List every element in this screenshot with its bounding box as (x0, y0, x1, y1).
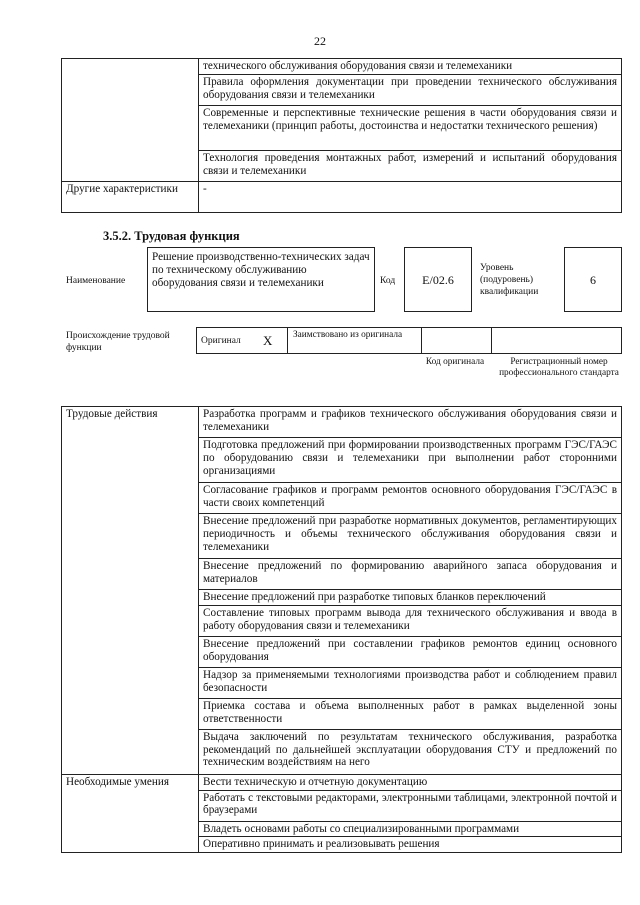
action-item: Внесение предложений при разработке типовых бланков переключений (199, 590, 622, 606)
level-value-box (564, 247, 622, 312)
page-number: 22 (314, 34, 326, 48)
action-item: Согласование графиков и программ ремонтов основного оборудования ГЭС/ГАЭС в части своих компетенций (199, 483, 622, 514)
level-value: 6 (590, 273, 596, 287)
action-item: Выдача заключений по результатам технического обслуживания, разработка рекомендаций по дальнейшей эксплуатации оборудования СТУ и предложений по техническим воздействиям на него (199, 729, 622, 774)
borrowed-label: Заимствовано из оригинала (293, 330, 403, 340)
action-item: Внесение предложений по формированию аварийного запаса оборудования и материалов (199, 559, 622, 590)
knowledge-row: технического обслуживания оборудования связи и телемеханики (199, 59, 622, 75)
action-item: Внесение предложений при разработке нормативных документов, регламентирующих периодичность и объемы технического обслуживания оборудования связи и телемеханики (199, 514, 622, 559)
knowledge-label-cell (62, 59, 199, 182)
origin-divider (421, 328, 422, 353)
action-item: Приемка состава и объема выполненных работ в рамках выделенной зоны ответственности (199, 698, 622, 729)
action-item: Надзор за применяемыми технологиями производства работ и соблюдением правил безопасности (199, 667, 622, 698)
origin-divider (491, 328, 492, 353)
actions-label: Трудовые действия (62, 407, 199, 775)
skill-item: Владеть основами работы со специализированными программами (199, 821, 622, 837)
skill-item: Вести техническую и отчетную документацию (199, 774, 622, 790)
reg-caption: Регистрационный номер профессионального стандарта (499, 357, 619, 378)
action-item: Внесение предложений при составлении графиков ремонтов единиц основного оборудования (199, 636, 622, 667)
origin-divider (287, 328, 288, 353)
skills-label: Необходимые умения (62, 774, 199, 852)
code-value: E/02.6 (422, 273, 454, 287)
code-caption: Код оригинала (425, 357, 485, 367)
original-mark: X (263, 333, 273, 348)
code-value-box (404, 247, 472, 312)
other-characteristics-value: - (199, 181, 622, 212)
function-name-box (147, 247, 375, 312)
other-characteristics-label: Другие характеристики (62, 181, 199, 212)
action-item: Подготовка предложений при формировании производственных программ ГЭС/ГАЭС по оборудованию связи и телемеханики при выполнении работ сторонними организациями (199, 438, 622, 483)
skill-item: Работать с текстовыми редакторами, электронными таблицами, электронной почтой и браузерами (199, 790, 622, 821)
level-label: Уровень (подуровень) квалификации (480, 263, 539, 297)
code-label: Код (380, 276, 396, 286)
knowledge-table (61, 58, 622, 213)
section-title: 3.5.2. Трудовая функция (103, 229, 240, 243)
origin-label: Происхождение трудовой функции (66, 331, 170, 353)
action-item: Составление типовых программ вывода для технического обслуживания и ввода в работу оборудования связи и телемеханики (199, 605, 622, 636)
function-name-value: Решение производственно-технических задач по техническому обслуживанию оборудования связи и телемеханики (152, 251, 370, 289)
name-label: Наименование (66, 276, 126, 286)
original-label: Оригинал (201, 336, 241, 346)
origin-row (196, 327, 622, 354)
knowledge-row: Современные и перспективные технические решения в части оборудования связи и телемеханики (принцип работы, достоинства и недостатки технического решения) (199, 105, 622, 150)
actions-table (61, 406, 622, 853)
knowledge-row: Технология проведения монтажных работ, измерений и испытаний оборудования связи и телемеханики (199, 150, 622, 181)
skill-item: Оперативно принимать и реализовывать решения (199, 837, 622, 853)
knowledge-row: Правила оформления документации при проведении технического обслуживания оборудования связи и телемеханики (199, 74, 622, 105)
action-item: Разработка программ и графиков технического обслуживания оборудования связи и телемеханики (199, 407, 622, 438)
